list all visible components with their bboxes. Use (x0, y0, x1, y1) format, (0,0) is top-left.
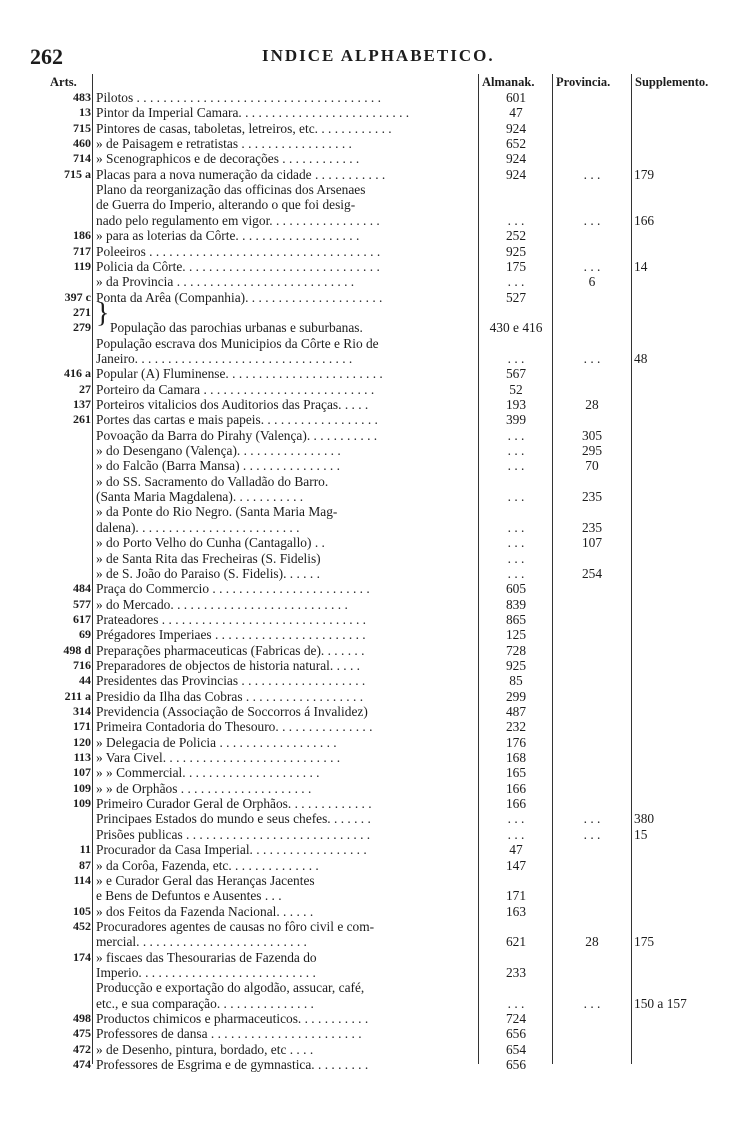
entry-title: Pilotos . . . . . . . . . . . . . . . . . . . . . . . . . . . . . . . . . . . . . (96, 90, 381, 105)
table-row (0, 412, 746, 427)
page-title: INDICE ALPHABETICO. (262, 46, 495, 65)
almanak-page: 924 (505, 166, 527, 182)
table-row (0, 382, 746, 397)
article-number: 69 (79, 627, 91, 642)
table-row (0, 520, 746, 535)
table-row (0, 290, 746, 305)
almanak-page: 47 (509, 105, 523, 121)
entry-title: Prateadores . . . . . . . . . . . . . . . . . . . . . . . . . . . . . . . (96, 611, 367, 627)
article-number: 475 (73, 1026, 91, 1041)
table-row (0, 274, 746, 289)
entry-title: Praça do Commercio . . . . . . . . . . . . . . . . . . . . . . . . (96, 581, 370, 597)
article-number: 472 (73, 1041, 91, 1056)
article-number: 109 (73, 796, 91, 811)
almanak-page: 125 (505, 627, 527, 643)
almanak-page: 605 (505, 581, 527, 597)
provincia-page: 28 (585, 934, 599, 950)
entry-title: Procurador da Casa Imperial. . . . . . . . . . . . . . . . . . (96, 842, 367, 858)
almanak-page: 601 (505, 90, 527, 105)
article-number: 498 d (63, 642, 91, 657)
entry-title: » para as loterias da Côrte. . . . . . . . . . . . . . . . . . . (96, 228, 360, 244)
table-row (0, 704, 746, 719)
entry-title: Ponta da Arêa (Companhia). . . . . . . . . . . . . . . . . . . . . (96, 289, 383, 305)
table-row (0, 888, 746, 903)
almanak-page: 299 (505, 688, 527, 704)
table-row (0, 1026, 746, 1041)
entry-title: nado pelo regulamento em vigor. . . . . . . . . . . . . . . . . (96, 212, 380, 228)
entry-title: » de Paisagem e retratistas . . . . . . . . . . . . . . . . . (96, 136, 352, 152)
entry-title: » Delegacia de Policia . . . . . . . . . . . . . . . . . . (96, 734, 337, 750)
provincia-page: 28 (585, 397, 599, 412)
entry-title: » » de Orphãos . . . . . . . . . . . . . . . . . . . . (96, 780, 312, 796)
almanak-page: 252 (505, 228, 527, 244)
table-row (0, 581, 746, 596)
almanak-page: 925 (505, 243, 527, 259)
table-row (0, 320, 746, 335)
provincia-page: 295 (581, 443, 603, 459)
article-number: 114 (73, 872, 91, 887)
article-number: 279 (73, 320, 91, 335)
entry-title: Preparadores de objectos de historia natural. . . . . (96, 657, 361, 673)
table-row (0, 1042, 746, 1057)
table-row (0, 366, 746, 381)
supplemento-page: 166 (634, 212, 655, 228)
provincia-page: 70 (585, 458, 599, 474)
almanak-page: 527 (505, 289, 527, 305)
table-row (0, 781, 746, 796)
article-number: 416 a (64, 366, 91, 381)
almanak-page: 52 (509, 381, 523, 397)
entry-title: » do Mercado. . . . . . . . . . . . . . . . . . . . . . . . . . . (96, 596, 348, 612)
entry-title: » do Falcão (Barra Mansa) . . . . . . . . . . . . . . . (96, 458, 340, 474)
almanak-page: . . . (507, 274, 525, 290)
entry-title: etc., e sua comparação. . . . . . . . . . . . . . . (96, 995, 314, 1011)
provincia-page: 305 (581, 427, 603, 443)
table-row (0, 612, 746, 627)
table-row (0, 689, 746, 704)
entry-title: dalena). . . . . . . . . . . . . . . . . . . . . . . . . (96, 519, 300, 535)
entry-title: Prégadores Imperiaes . . . . . . . . . . . . . . . . . . . . . . . (96, 627, 366, 643)
table-row (0, 458, 746, 473)
table-row (0, 643, 746, 658)
supplemento-page: 14 (634, 258, 648, 274)
entry-title: Pintores de casas, taboletas, letreiros, etc. . . . . . . . . . . . (96, 120, 392, 136)
almanak-page: . . . (507, 550, 525, 566)
table-row (0, 228, 746, 243)
provincia-page: . . . (583, 826, 601, 842)
table-row (0, 919, 746, 934)
almanak-page: 865 (505, 611, 527, 627)
table-row (0, 1011, 746, 1026)
entry-title: Presidio da Ilha das Cobras . . . . . . . . . . . . . . . . . . (96, 688, 364, 704)
table-row (0, 489, 746, 504)
almanak-page: 654 (505, 1041, 527, 1057)
almanak-page: . . . (507, 519, 525, 535)
entry-title: População das parochias urbanas e suburbanas. (110, 320, 363, 336)
almanak-page: 487 (505, 704, 527, 719)
article-number: 271 (73, 304, 91, 319)
article-number: 716 (73, 657, 91, 672)
entry-title: Procuradores agentes de causas no fôro civil e com- (96, 918, 375, 934)
article-number: 119 (73, 258, 91, 273)
article-number: 171 (73, 719, 91, 734)
table-row (0, 535, 746, 550)
table-row (0, 719, 746, 734)
almanak-page: . . . (507, 443, 525, 459)
entry-title: » do Desengano (Valença). . . . . . . . . . . . . . . . (96, 443, 341, 459)
entry-title: » da Corôa, Fazenda, etc. . . . . . . . . . . . . . (96, 857, 319, 873)
provincia-page: . . . (583, 350, 601, 366)
table-row (0, 90, 746, 105)
article-number: 452 (73, 918, 91, 933)
provincia-page: 235 (581, 489, 603, 505)
page-number: 262 (30, 44, 63, 69)
table-row (0, 182, 746, 197)
entry-title: Pintor da Imperial Camara. . . . . . . . . . . . . . . . . . . . . . . . . . (96, 105, 410, 121)
article-number: 107 (73, 765, 91, 780)
header-supplemento: Supplemento. (635, 75, 709, 89)
table-row (0, 980, 746, 995)
almanak-page: . . . (507, 826, 525, 842)
article-number: 314 (73, 704, 91, 718)
table-row (0, 735, 746, 750)
entry-title: Porteiro da Camara . . . . . . . . . . . . . . . . . . . . . . . . . . (96, 381, 375, 397)
entry-title: Popular (A) Fluminense. . . . . . . . . . . . . . . . . . . . . . . . (96, 366, 383, 382)
almanak-page: 839 (505, 596, 527, 612)
article-number: 717 (73, 243, 91, 258)
table-row (0, 428, 746, 443)
header-provincia: Provincia. (556, 75, 611, 89)
table-row (0, 397, 746, 412)
almanak-page: 193 (505, 397, 527, 412)
table-row (0, 796, 746, 811)
table-row (0, 658, 746, 673)
supplemento-page: 15 (634, 826, 648, 842)
entry-title: Prisões publicas . . . . . . . . . . . . . . . . . . . . . . . . . . . . (96, 826, 371, 842)
entry-title: e Bens de Defuntos e Ausentes . . . (96, 888, 282, 904)
table-row (0, 167, 746, 182)
table-row (0, 765, 746, 780)
entry-title: Placas para a nova numeração da cidade . . . . . . . . . . . (96, 166, 386, 182)
provincia-page: 6 (588, 274, 596, 290)
almanak-page: 232 (505, 719, 527, 735)
table-row (0, 842, 746, 857)
almanak-page: . . . (507, 565, 525, 581)
article-number: 11 (79, 842, 91, 857)
table-row (0, 965, 746, 980)
entry-title: Professores de dansa . . . . . . . . . . . . . . . . . . . . . . . (96, 1026, 362, 1042)
table-row (0, 827, 746, 842)
entry-title: Imperio. . . . . . . . . . . . . . . . . . . . . . . . . . . (96, 964, 316, 980)
entry-title: Productos chimicos e pharmaceuticos. . . . . . . . . . . (96, 1011, 369, 1026)
entry-title: Principaes Estados do mundo e seus chefes. . . . . . . (96, 811, 371, 827)
table-row (0, 336, 746, 351)
table-row (0, 259, 746, 274)
entry-title: » e Curador Geral das Heranças Jacentes (96, 872, 315, 888)
table-row (0, 151, 746, 166)
entry-title: Porteiros vitalicios dos Auditorios das Praças. . . . . (96, 397, 369, 412)
article-number: 498 (73, 1011, 91, 1025)
entry-title: Poleeiros . . . . . . . . . . . . . . . . . . . . . . . . . . . . . . . . . . . (96, 243, 381, 259)
article-number: 186 (73, 228, 91, 243)
almanak-page: 430 e 416 (489, 320, 543, 336)
provincia-page: 107 (581, 535, 603, 551)
header-almanak: Almanak. (482, 75, 535, 89)
entry-title: » fiscaes das Thesourarias de Fazenda do (96, 949, 317, 965)
entry-title: População escrava dos Municipios da Côrte e Rio de (96, 335, 379, 351)
entry-title: mercial. . . . . . . . . . . . . . . . . . . . . . . . . . (96, 934, 307, 950)
entry-title: Povoação da Barra do Pirahy (Valença). . . . . . . . . . . (96, 427, 378, 443)
entry-title: Previdencia (Associação de Soccorros á Invalidez) (96, 704, 368, 719)
article-number: 109 (73, 780, 91, 795)
entry-title: Portes das cartas e mais papeis. . . . . . . . . . . . . . . . . . (96, 412, 378, 428)
entry-title: » da Ponte do Rio Negro. (Santa Maria Mag- (96, 504, 338, 520)
table-row (0, 873, 746, 888)
header-arts: Arts. (50, 75, 77, 89)
almanak-page: 924 (505, 120, 527, 136)
table-row (0, 566, 746, 581)
article-number: 474 (73, 1057, 91, 1072)
table-row (0, 904, 746, 919)
almanak-page: . . . (507, 489, 525, 505)
almanak-page: 168 (505, 750, 527, 766)
entry-title: Primeiro Curador Geral de Orphãos. . . . . . . . . . . . . (96, 796, 372, 812)
table-row (0, 1057, 746, 1072)
almanak-page: . . . (507, 458, 525, 474)
provincia-page: . . . (583, 995, 601, 1011)
table-row (0, 136, 746, 151)
table-row (0, 443, 746, 458)
article-number: 617 (73, 611, 91, 626)
almanak-page: 724 (505, 1011, 527, 1026)
entry-title: » » Commercial. . . . . . . . . . . . . . . . . . . . . (96, 765, 320, 781)
article-number: 211 a (64, 688, 91, 703)
article-number: 460 (73, 136, 91, 151)
almanak-page: 652 (505, 136, 527, 152)
almanak-page: 621 (505, 934, 527, 950)
entry-title: Plano da reorganização das officinas dos Arsenaes (96, 182, 366, 198)
article-number: 174 (73, 949, 91, 964)
provincia-page: . . . (583, 258, 601, 274)
almanak-page: 656 (505, 1057, 527, 1073)
entry-title: Janeiro. . . . . . . . . . . . . . . . . . . . . . . . . . . . . . . . . (96, 350, 353, 366)
entry-title: » de Santa Rita das Frecheiras (S. Fidelis) (96, 550, 321, 566)
almanak-page: 165 (505, 765, 527, 781)
entry-title: » dos Feitos da Fazenda Nacional. . . . . . (96, 903, 314, 919)
supplemento-page: 150 a 157 (634, 995, 687, 1011)
table-row (0, 950, 746, 965)
table-row (0, 197, 746, 212)
supplemento-page: 380 (634, 811, 655, 827)
article-number: 13 (79, 105, 91, 120)
almanak-page: 171 (505, 888, 527, 904)
almanak-page: . . . (507, 811, 525, 827)
table-row (0, 627, 746, 642)
table-row (0, 597, 746, 612)
table-row (0, 750, 746, 765)
entry-title: » Scenographicos e de decorações . . . . . . . . . . . . (96, 151, 360, 167)
table-row (0, 244, 746, 259)
almanak-page: 163 (505, 903, 527, 919)
table-row (0, 305, 746, 320)
table-row (0, 934, 746, 949)
table-row (0, 996, 746, 1011)
entry-title: (Santa Maria Magdalena). . . . . . . . . . . (96, 489, 304, 505)
article-number: 44 (79, 673, 91, 688)
provincia-page: . . . (583, 212, 601, 228)
table-row (0, 504, 746, 519)
article-number: 87 (79, 857, 91, 872)
article-number: 113 (73, 750, 91, 765)
entry-title: » do SS. Sacramento do Valladão do Barro. (96, 473, 329, 489)
almanak-page: 924 (505, 151, 527, 167)
article-number: 577 (73, 596, 91, 611)
table-row (0, 105, 746, 120)
entry-title: Preparações pharmaceuticas (Fabricas de). . . . . . . (96, 642, 365, 658)
table-row (0, 121, 746, 136)
almanak-page: 85 (509, 673, 523, 689)
table-row (0, 351, 746, 366)
almanak-page: 166 (505, 780, 527, 796)
table-row (0, 551, 746, 566)
article-number: 397 c (64, 289, 91, 304)
article-number: 105 (73, 903, 91, 918)
provincia-page: 254 (581, 565, 603, 581)
entry-title: Producção e exportação do algodão, assucar, café, (96, 980, 365, 996)
supplemento-page: 48 (634, 350, 648, 366)
table-row (0, 474, 746, 489)
table-row (0, 811, 746, 826)
almanak-page: 728 (505, 642, 527, 658)
entry-title: Policia da Côrte. . . . . . . . . . . . . . . . . . . . . . . . . . . . . . (96, 258, 380, 274)
almanak-page: 147 (505, 857, 527, 873)
brace-symbol: } (96, 298, 110, 329)
article-number: 715 a (64, 166, 91, 181)
almanak-page: . . . (507, 995, 525, 1011)
supplemento-page: 175 (634, 934, 655, 950)
entry-title: » do Porto Velho do Cunha (Cantagallo) . . (96, 535, 325, 551)
almanak-page: . . . (507, 350, 525, 366)
entry-title: Primeira Contadoria do Thesouro. . . . . . . . . . . . . . . (96, 719, 373, 735)
almanak-page: 656 (505, 1026, 527, 1042)
almanak-page: . . . (507, 212, 525, 228)
almanak-page: 175 (505, 258, 527, 274)
article-number: 261 (73, 412, 91, 427)
entry-title: » da Provincia . . . . . . . . . . . . . . . . . . . . . . . . . . . (96, 274, 355, 290)
entry-title: » de S. João do Paraiso (S. Fidelis). . . . . . (96, 565, 320, 581)
entry-title: » de Desenho, pintura, bordado, etc . . . . (96, 1041, 314, 1057)
almanak-page: 925 (505, 657, 527, 673)
article-number: 714 (73, 151, 91, 166)
supplemento-page: 179 (634, 166, 655, 182)
table-row (0, 213, 746, 228)
provincia-page: . . . (583, 811, 601, 827)
entry-title: » Vara Civel. . . . . . . . . . . . . . . . . . . . . . . . . . . (96, 750, 341, 766)
almanak-page: . . . (507, 427, 525, 443)
table-row (0, 673, 746, 688)
article-number: 484 (73, 581, 91, 596)
entry-title: de Guerra do Imperio, alterando o que foi desig- (96, 197, 356, 213)
almanak-page: 233 (505, 964, 527, 980)
entry-title: Presidentes das Provincias . . . . . . . . . . . . . . . . . . . (96, 673, 366, 689)
article-number: 715 (73, 120, 91, 135)
article-number: 483 (73, 90, 91, 104)
almanak-page: 176 (505, 734, 527, 750)
article-number: 27 (79, 381, 91, 396)
almanak-page: 47 (509, 842, 523, 858)
almanak-page: . . . (507, 535, 525, 551)
article-number: 120 (73, 734, 91, 749)
almanak-page: 567 (505, 366, 527, 382)
article-number: 137 (73, 397, 91, 411)
almanak-page: 399 (505, 412, 527, 428)
provincia-page: . . . (583, 166, 601, 182)
entry-title: Professores de Esgrima e de gymnastica. . . . . . . . . (96, 1057, 369, 1073)
table-row (0, 858, 746, 873)
almanak-page: 166 (505, 796, 527, 812)
provincia-page: 235 (581, 519, 603, 535)
